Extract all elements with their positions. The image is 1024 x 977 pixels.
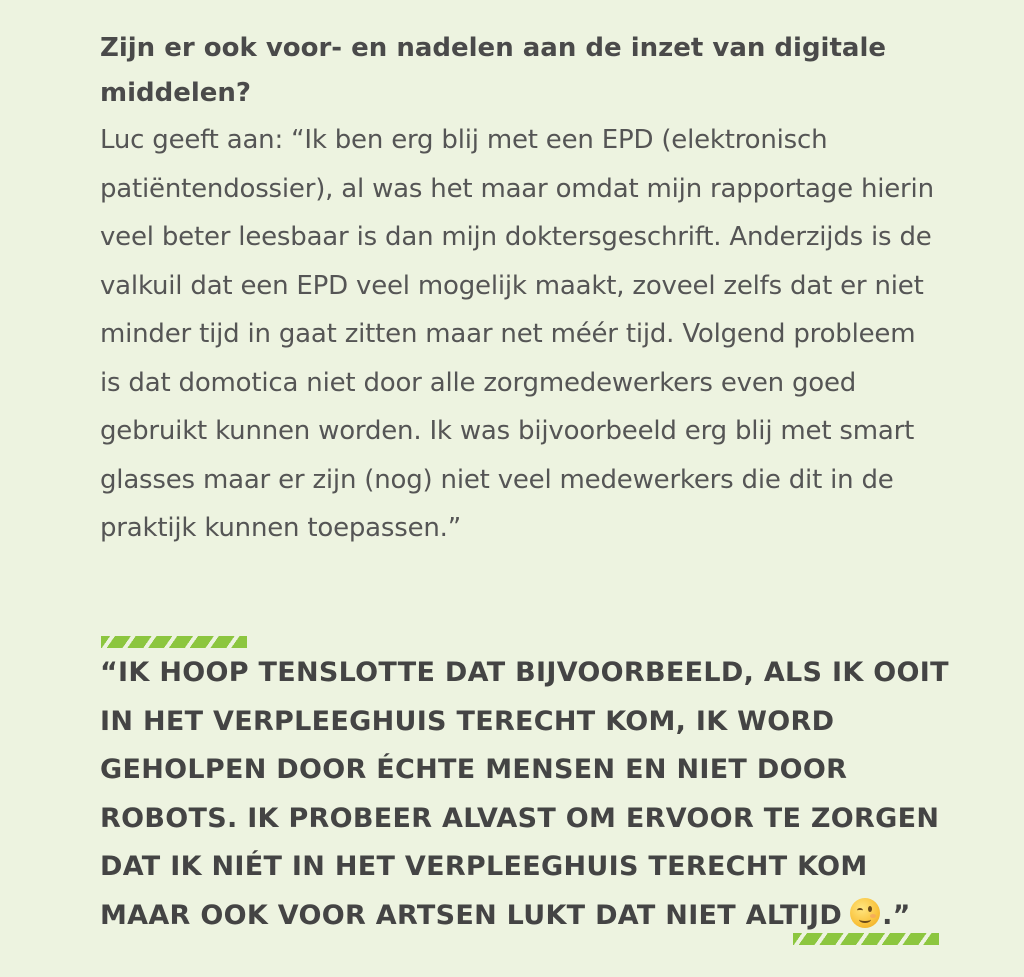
quote-divider-bottom [793, 933, 939, 945]
interview-section [100, 26, 940, 553]
section-answer: Luc geeft aan: “Ik ben erg blij met een EPD (elektronisch patiëntendossier), al was het maar omdat mijn rapportage hierin veel beter leesbaar is dan mijn doktersgeschrift. Anderzijds is de valkuil dat een EPD veel mogelijk maakt, zoveel zelfs dat er niet minder tijd in gaat zitten maar net méér tijd. Volgend probleem is dat domotica niet door alle zorgmedewerkers even goed gebruikt kunnen worden. Ik was bijvoorbeeld erg blij met smart glasses maar er zijn (nog) niet veel medewerkers die dit in de praktijk kunnen toepassen.” [100, 125, 934, 543]
section-question: Zijn er ook voor- en nadelen aan de inzet van digitale middelen? [100, 33, 886, 108]
winking-face-icon [850, 898, 880, 928]
pull-quote [100, 649, 950, 940]
pull-quote-closing: .” [882, 899, 911, 931]
pull-quote-text: “IK HOOP TENSLOTTE DAT BIJVOORBEELD, ALS IK OOIT IN HET VERPLEEGHUIS TERECHT KOM, IK WORD GEHOLPEN DOOR ÉCHTE MENSEN EN NIET DOOR ROBOTS. IK PROBEER ALVAST OM ERVOOR TE ZORGEN DAT IK NIÉT IN HET VERPLEEGHUIS TERECHT KOM MAAR OOK VOOR ARTSEN LUKT DAT NIET ALTIJD [100, 657, 949, 931]
quote-divider-top [101, 636, 247, 648]
